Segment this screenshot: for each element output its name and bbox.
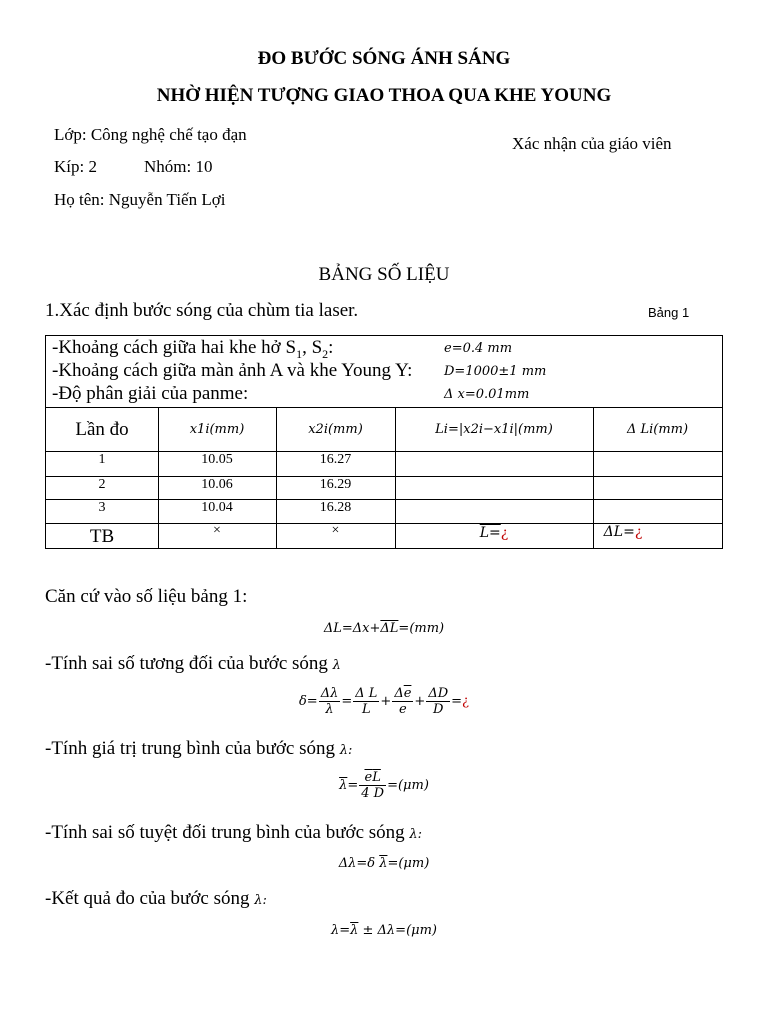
teacher-confirmation: Xác nhận của giáo viên [512,134,672,153]
table-row-2-x2: 16.29 [319,477,352,492]
table-row-2-n: 2 [98,477,106,492]
equation-delta-L: $\Delta L=\Delta x+\overline{\Delta L}=(mm)$ [323,621,445,636]
table-row-1-n: 1 [98,452,106,467]
equation-mean-wavelength: $\overline{\lambda}=$ $\frac{\overline{e}\overline{L}}{4 D}$ =(μm) [339,770,429,801]
param-screen-distance-value: D=1000±1 mm [444,364,547,379]
step-result: -Kết quả đo của bước sóng λ: [45,888,267,909]
equation-relative-error: δ= $\frac{\Delta\lambda}{\lambda}$ = $\frac{\text{Δ L}}{L}$ + $\frac{\Delta\overline{e}}{e}$ + $\frac{\Delta D}{D}$ =¿ [298,686,470,717]
name-field: Họ tên: Nguyễn Tiến Lợi [54,190,226,209]
table-avg-x2: × [331,523,340,538]
col-header-dL: Δ Li(mm) [626,422,689,437]
data-table [45,335,723,549]
param-resolution-value: Δ x=0.01mm [444,387,530,402]
group-field: Nhóm: 10 [144,157,213,176]
param-screen-distance: -Khoảng cách giữa màn ảnh A và khe Young Y: [52,360,413,381]
param-resolution: -Độ phân giải của panme: [52,383,249,404]
title-line-2: NHỜ HIỆN TƯỢNG GIAO THOA QUA KHE YOUNG [156,85,612,106]
step-mean-wavelength: -Tính giá trị trung bình của bước sóng λ: [45,738,353,759]
table-row-1-x2: 16.27 [319,452,352,467]
task-1-heading: 1.Xác định bước sóng của chùm tia laser. [45,300,359,321]
data-heading: BẢNG SỐ LIỆU [318,264,450,285]
table-row-3-x2: 16.28 [319,500,352,515]
table-avg-x1: × [213,523,221,538]
equation-result: $\lambda=\overline{\lambda} \pm \Delta\lambda=(\mu m)$ [331,923,437,938]
table-label: Bảng 1 [648,305,690,320]
step-relative-error: -Tính sai số tương đối của bước sóng λ [45,653,341,674]
shift-field: Kíp: 2 [54,157,97,176]
table-avg-L: L=¿ [479,525,509,541]
class-field: Lớp: Công nghệ chế tạo đạn [54,125,247,144]
table-row-3-x1: 10.04 [201,500,233,515]
param-slit-distance-value: e=0.4 mm [444,341,513,356]
col-header-L: Li=|x2i−x1i|(mm) [435,422,553,437]
equation-absolute-error: Δλ=δ $\overline{\lambda}=(\mu m)$ [338,856,430,871]
col-header-trial: Lần đo [75,419,129,440]
table-row-1-x1: 10.05 [201,452,233,467]
col-header-x1: x1i(mm) [189,422,245,437]
analysis-intro: Căn cứ vào số liệu bảng 1: [45,586,248,607]
table-avg-dL: ΔL=¿ [603,524,643,540]
table-row-3-n: 3 [98,500,106,515]
title-line-1: ĐO BƯỚC SÓNG ÁNH SÁNG [257,48,511,69]
table-parameters [46,336,722,408]
param-slit-distance: -Khoảng cách giữa hai khe hở $S_1$, $S_2$: [52,337,334,361]
col-header-x2: x2i(mm) [308,422,363,437]
step-absolute-error: -Tính sai số tuyệt đối trung bình của bước sóng λ: [45,822,423,843]
table-avg-label: TB [89,526,115,547]
table-row-2-x1: 10.06 [201,477,233,492]
